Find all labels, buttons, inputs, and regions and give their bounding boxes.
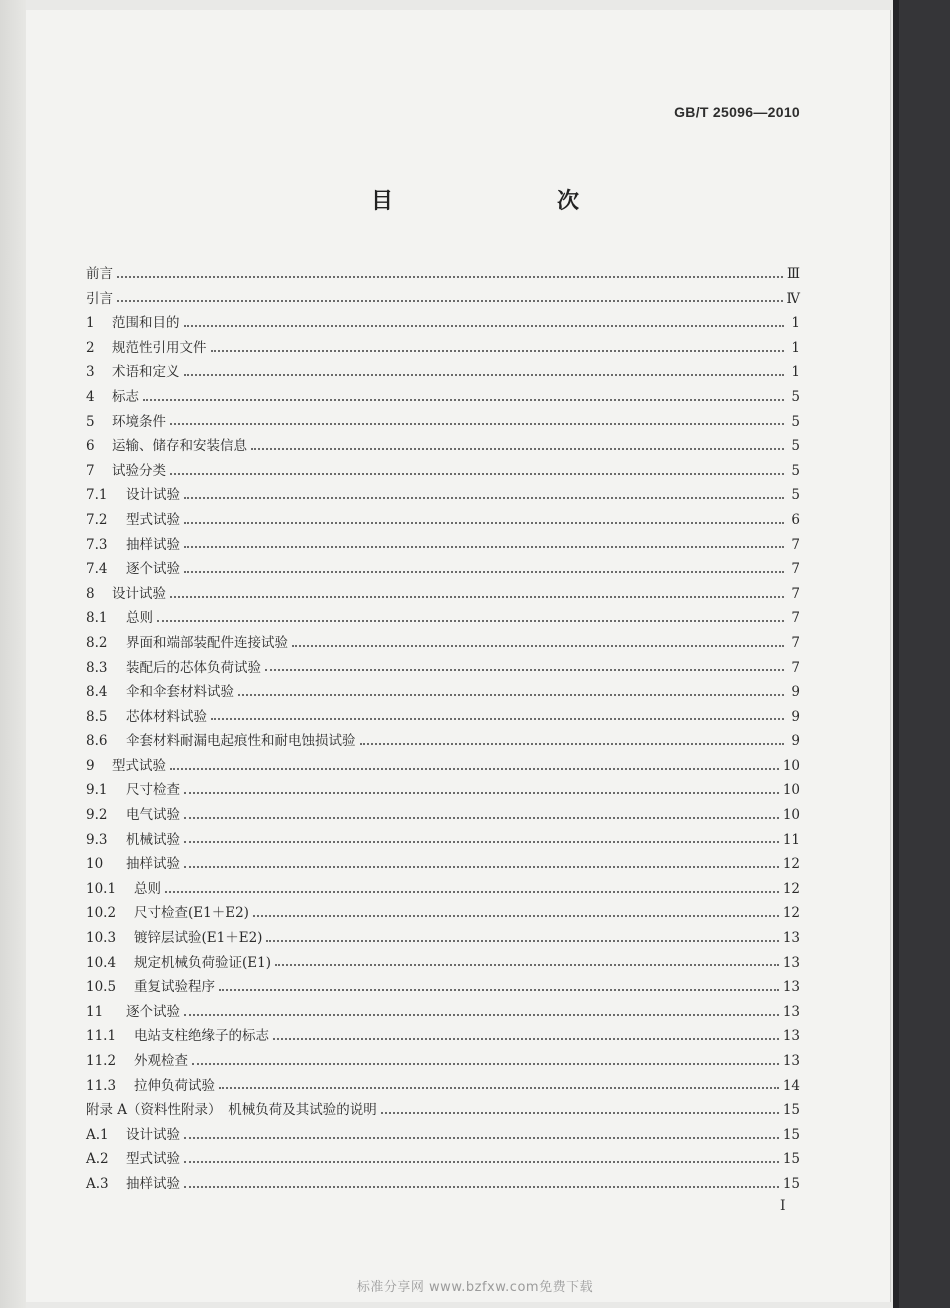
toc-entry[interactable] [86, 1123, 800, 1148]
toc-entry-text: 总则 [134, 880, 161, 897]
toc-entry-page: 15 [782, 1151, 800, 1168]
toc-entry-page: 13 [782, 1053, 800, 1069]
toc-entry[interactable] [86, 852, 800, 877]
toc-entry-label [86, 410, 166, 435]
toc-entry-text: 镀锌层试验(E1＋E2) [134, 930, 263, 947]
toc-entry-text: 设计试验 [126, 1126, 180, 1143]
toc-entry-number: 7 [86, 462, 95, 479]
toc-entry-label [86, 705, 207, 730]
toc-entry[interactable] [86, 262, 800, 287]
toc-entry-label [86, 1024, 269, 1049]
toc-entry-text: 拉伸负荷试验 [134, 1077, 215, 1094]
toc-entry-page: Ⅳ [786, 290, 800, 307]
toc-entry-label [86, 557, 180, 582]
toc-entry-label [86, 1049, 188, 1074]
toc-entry[interactable] [86, 336, 800, 361]
toc-entry[interactable] [86, 385, 800, 410]
dot-leader [273, 1037, 779, 1040]
dot-leader [143, 398, 784, 401]
toc-entry-text: 范围和目的 [112, 315, 180, 332]
toc-entry-text: 机械试验 [126, 831, 180, 848]
dot-leader [219, 988, 779, 991]
toc-entry-text: 总则 [126, 610, 153, 627]
dot-leader [170, 472, 784, 475]
toc-entry-page: 13 [782, 1003, 800, 1020]
toc-entry-label [86, 582, 166, 607]
dot-leader [184, 521, 784, 524]
toc-entry-page: 10 [782, 807, 800, 824]
toc-entry-label [86, 311, 180, 336]
toc-entry-text: 型式试验 [126, 511, 180, 528]
dot-leader [170, 422, 784, 425]
toc-entry-page: 6 [791, 511, 800, 528]
dot-leader [157, 619, 784, 622]
toc-entry-label [86, 360, 180, 385]
toc-entry-text: 前言 [86, 266, 113, 282]
toc-entry-number: 7.4 [86, 561, 108, 578]
toc-entry[interactable] [86, 656, 800, 681]
toc-entry-number: 7.3 [86, 536, 108, 553]
toc-entry[interactable] [86, 1024, 800, 1049]
toc-entry-page: 7 [791, 610, 800, 627]
toc-entry-number: 10.1 [86, 880, 117, 897]
toc-entry-text: 环境条件 [112, 413, 166, 430]
toc-entry-text: 重复试验程序 [134, 979, 215, 996]
dot-leader [184, 865, 779, 868]
dot-leader [292, 644, 784, 647]
toc-entry-label [86, 483, 180, 508]
dot-leader [253, 914, 779, 917]
toc-entry-page: 12 [782, 905, 800, 922]
toc-entry-label [86, 1000, 180, 1025]
toc-entry-number: 10 [86, 856, 104, 873]
toc-entry[interactable] [86, 483, 800, 508]
toc-entry-label [86, 1098, 377, 1123]
toc-entry-number: 8.1 [86, 610, 108, 627]
toc-entry[interactable] [86, 828, 800, 853]
toc-entry-page: 7 [791, 659, 800, 676]
dot-leader [184, 791, 779, 794]
toc-entry-number: 10.2 [86, 905, 117, 922]
toc-entry-page: 12 [782, 880, 800, 897]
toc-entry[interactable] [86, 754, 800, 779]
toc-entry-page: 1 [791, 339, 800, 356]
toc-entry-text: 试验分类 [112, 462, 166, 479]
toc-entry-number: 11.2 [86, 1053, 117, 1069]
toc-entry[interactable] [86, 631, 800, 656]
toc-entry-label [86, 533, 180, 558]
toc-entry-label [86, 778, 180, 803]
dot-leader [275, 963, 779, 966]
toc-entry-number: 4 [86, 388, 95, 405]
dot-leader [184, 545, 784, 548]
dot-leader [170, 595, 784, 598]
toc-entry-text: 逐个试验 [126, 1003, 180, 1020]
toc-entry-number: 9 [86, 757, 95, 774]
toc-entry-label [86, 901, 249, 926]
toc-entry-text: 型式试验 [112, 757, 166, 774]
toc-entry-number: 9.1 [86, 782, 108, 799]
dot-leader [117, 275, 783, 278]
dot-leader [184, 570, 784, 573]
toc-entry-number: 11.1 [86, 1028, 117, 1045]
dot-leader [184, 496, 784, 499]
toc-entry-text: 运输、储存和安装信息 [112, 438, 247, 455]
toc-entry[interactable] [86, 360, 800, 385]
toc-entry[interactable] [86, 287, 800, 312]
toc-entry-label [86, 975, 215, 1000]
toc-entry-label [86, 877, 161, 902]
toc-entry[interactable] [86, 680, 800, 705]
toc-entry[interactable] [86, 1049, 800, 1074]
toc-entry-page: 7 [791, 634, 800, 651]
toc-entry-page: 15 [782, 1175, 800, 1192]
dot-leader [266, 939, 778, 942]
toc-entry-page: 9 [791, 708, 800, 725]
toc-entry-label [86, 262, 113, 287]
toc-entry-page: 13 [782, 1028, 800, 1045]
toc-entry[interactable] [86, 582, 800, 607]
toc-entry-text: 型式试验 [126, 1151, 180, 1168]
toc-entry[interactable] [86, 557, 800, 582]
toc-entry-number: 9.2 [86, 807, 108, 824]
dot-leader [360, 742, 785, 745]
toc-entry-label [86, 287, 113, 312]
toc-entry-page: 10 [782, 782, 800, 799]
toc-entry-number: 10.4 [86, 954, 117, 971]
toc-entry-label [86, 336, 207, 361]
toc-entry-page: 15 [782, 1126, 800, 1143]
dot-leader [184, 1160, 779, 1163]
toc-entry-number: 6 [86, 438, 95, 455]
toc-entry-text: 设计试验 [126, 487, 180, 504]
dot-leader [184, 816, 779, 819]
toc-entry-text: 标志 [112, 388, 139, 405]
toc-entry-number: 11.3 [86, 1077, 117, 1094]
dot-leader [184, 1136, 779, 1139]
dot-leader [165, 890, 779, 893]
toc-entry-page: 13 [782, 979, 800, 996]
toc-entry[interactable] [86, 410, 800, 435]
toc-entry-number: 8 [86, 585, 95, 602]
dot-leader [184, 373, 785, 376]
toc-entry-label [86, 680, 234, 705]
toc-entry-page: 12 [782, 856, 800, 873]
toc-entry-page: 9 [791, 733, 800, 750]
toc-entry-label [86, 606, 153, 631]
toc-entry-label [86, 951, 271, 976]
toc-entry-number: 9.3 [86, 831, 108, 848]
dot-leader [265, 668, 784, 671]
toc-entry[interactable] [86, 926, 800, 951]
toc-entry[interactable] [86, 1000, 800, 1025]
toc-entry-page: 7 [791, 536, 800, 553]
toc-entry-label [86, 926, 262, 951]
toc-entry-label [86, 1123, 180, 1148]
toc-entry[interactable] [86, 778, 800, 803]
toc-entry-label [86, 803, 180, 828]
toc-entry[interactable] [86, 311, 800, 336]
dot-leader [184, 840, 779, 843]
toc-entry-number: 1 [86, 315, 95, 332]
toc-entry-text: 伞和伞套材料试验 [126, 684, 234, 701]
toc-entry-label [86, 852, 180, 877]
toc-entry-number: 8.3 [86, 659, 108, 676]
toc-entry-text: 装配后的芯体负荷试验 [126, 659, 261, 676]
toc-entry[interactable] [86, 729, 800, 754]
toc-entry-label [86, 1172, 180, 1197]
toc-entry[interactable] [86, 508, 800, 533]
toc-entry-page: 5 [791, 438, 800, 455]
dot-leader [238, 693, 784, 696]
toc-entry-page: 9 [791, 684, 800, 701]
dot-leader [381, 1111, 779, 1114]
toc-entry-text: 抽样试验 [126, 856, 180, 873]
toc-entry[interactable] [86, 705, 800, 730]
toc-entry-text: 伞套材料耐漏电起痕性和耐电蚀损试验 [126, 733, 356, 750]
toc-entry-text: 规定机械负荷验证(E1) [134, 954, 271, 971]
toc-entry-page: 10 [782, 757, 800, 774]
toc-entry[interactable] [86, 1098, 800, 1123]
dot-leader [251, 447, 784, 450]
dot-leader [184, 1013, 779, 1016]
toc-entry-number: 8.5 [86, 708, 108, 725]
toc-entry[interactable] [86, 1074, 800, 1099]
toc-entry-number: 7.2 [86, 511, 108, 528]
toc-entry-text: 芯体材料试验 [126, 708, 207, 725]
dot-leader [117, 299, 783, 302]
toc-entry-text: 电站支柱绝缘子的标志 [134, 1028, 269, 1045]
toc-entry-label [86, 434, 247, 459]
dot-leader [211, 717, 784, 720]
toc-entry-page: 7 [791, 561, 800, 578]
page-title: 目 次 [370, 189, 619, 214]
toc-entry-text: 尺寸检查 [126, 782, 180, 799]
toc-entry-text: 尺寸检查(E1＋E2) [134, 905, 249, 922]
toc-entry-text: 设计试验 [112, 585, 166, 602]
toc-entry-page: 5 [791, 388, 800, 405]
toc-entry-page: 1 [791, 315, 800, 332]
toc-entry[interactable] [86, 803, 800, 828]
toc-entry-text: 附录 A（资料性附录） 机械负荷及其试验的说明 [86, 1102, 377, 1119]
toc-entry-number: 8.6 [86, 733, 108, 750]
toc-entry-label [86, 385, 139, 410]
table-of-contents [86, 262, 800, 1197]
toc-entry-number: 10.3 [86, 930, 117, 947]
toc-entry[interactable] [86, 1147, 800, 1172]
toc-entry[interactable] [86, 459, 800, 484]
toc-entry-label [86, 631, 288, 656]
toc-entry-label [86, 754, 166, 779]
toc-entry-text: 外观检查 [134, 1053, 188, 1069]
toc-entry[interactable] [86, 975, 800, 1000]
toc-entry-number: A.2 [86, 1151, 109, 1168]
watermark: 标准分享网 www.bzfxw.com免费下载 [356, 1280, 594, 1295]
toc-entry-page: 7 [791, 585, 800, 602]
toc-entry-page: 15 [782, 1102, 800, 1119]
toc-entry[interactable] [86, 1172, 800, 1197]
toc-entry-page: 13 [782, 930, 800, 947]
toc-entry-page: 5 [791, 462, 800, 479]
standard-number: GB/T 25096—2010 [674, 104, 800, 120]
toc-entry-page: 1 [791, 364, 800, 381]
dot-leader [170, 767, 779, 770]
dot-leader [184, 1185, 779, 1188]
toc-entry-text: 界面和端部装配件连接试验 [126, 634, 288, 651]
toc-entry-page: Ⅲ [786, 266, 800, 282]
toc-entry-page: 11 [782, 831, 800, 848]
dot-leader [192, 1062, 779, 1065]
toc-entry-page: 13 [782, 954, 800, 971]
toc-entry-number: 2 [86, 339, 95, 356]
dot-leader [211, 349, 785, 352]
dot-leader [184, 324, 785, 327]
toc-entry-number: A.1 [86, 1126, 109, 1143]
toc-entry-text: 引言 [86, 290, 113, 307]
toc-entry-text: 电气试验 [126, 807, 180, 824]
toc-entry-number: 5 [86, 413, 95, 430]
toc-entry[interactable] [86, 901, 800, 926]
toc-entry-label [86, 828, 180, 853]
toc-entry-text: 抽样试验 [126, 536, 180, 553]
toc-entry-number: 11 [86, 1003, 104, 1020]
toc-entry-label [86, 729, 356, 754]
toc-entry-page: 14 [782, 1077, 800, 1094]
toc-entry-number: A.3 [86, 1175, 109, 1192]
toc-entry[interactable] [86, 434, 800, 459]
toc-entry-label [86, 1147, 180, 1172]
toc-entry[interactable] [86, 951, 800, 976]
toc-entry-number: 7.1 [86, 487, 108, 504]
toc-entry[interactable] [86, 533, 800, 558]
dot-leader [219, 1086, 779, 1089]
toc-entry-text: 术语和定义 [112, 364, 180, 381]
toc-entry-label [86, 459, 166, 484]
toc-entry-label [86, 508, 180, 533]
toc-entry-label [86, 1074, 215, 1099]
toc-entry-number: 8.2 [86, 634, 108, 651]
toc-entry-text: 规范性引用文件 [112, 339, 207, 356]
toc-entry[interactable] [86, 606, 800, 631]
toc-entry-text: 逐个试验 [126, 561, 180, 578]
page-number: Ⅰ [780, 1198, 786, 1214]
toc-entry-label [86, 656, 261, 681]
toc-entry-number: 10.5 [86, 979, 117, 996]
toc-entry-page: 5 [791, 487, 800, 504]
toc-entry[interactable] [86, 877, 800, 902]
toc-entry-text: 抽样试验 [126, 1175, 180, 1192]
toc-entry-page: 5 [791, 413, 800, 430]
toc-entry-number: 3 [86, 364, 95, 381]
toc-entry-number: 8.4 [86, 684, 108, 701]
